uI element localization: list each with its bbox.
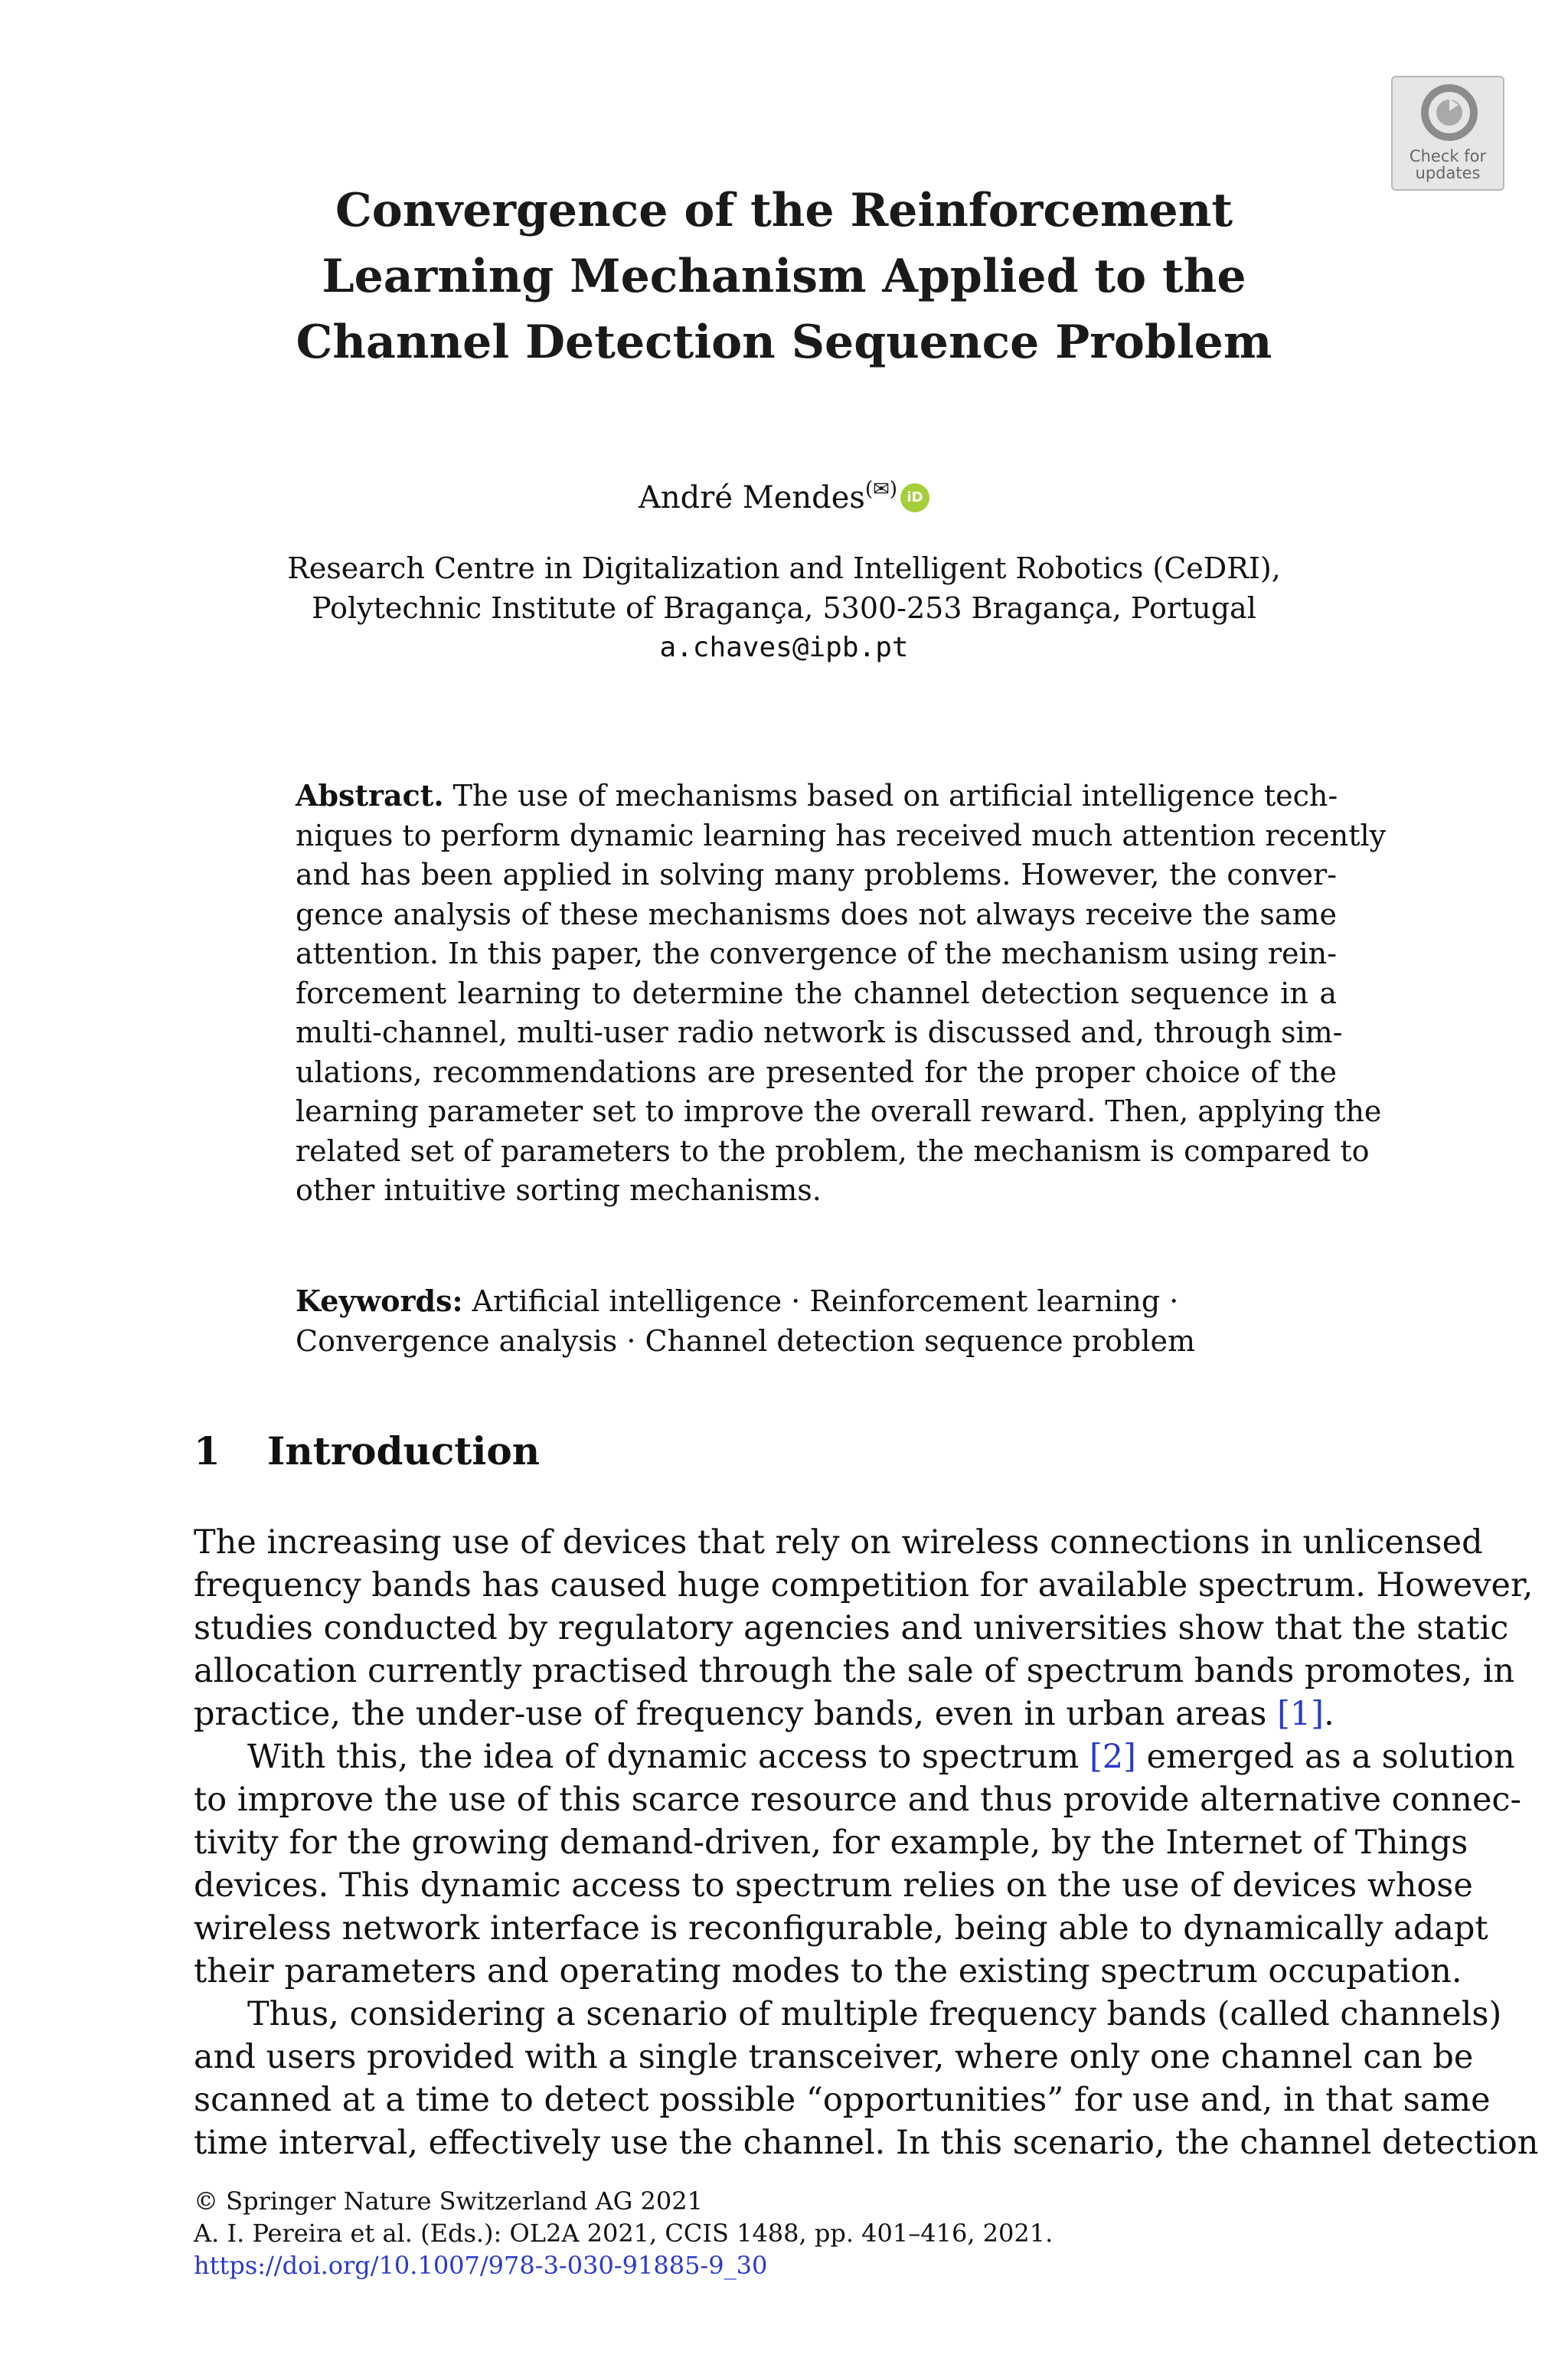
section-title: Introduction <box>267 1428 541 1474</box>
body-line: frequency bands has caused huge competition for available spectrum. However, <box>194 1566 1534 1604</box>
affiliation-line: Polytechnic Institute of Bragança, 5300-253 Bragança, Portugal <box>312 591 1256 625</box>
body-line: time interval, effectively use the channel. In this scenario, the channel detection <box>194 2124 1539 2162</box>
abstract-line: ulations, recommendations are presented for the proper choice of the <box>296 1055 1337 1089</box>
body-line: their parameters and operating modes to the existing spectrum occupation. <box>194 1952 1462 1990</box>
body-line: tivity for the growing demand-driven, for example, by the Internet of Things <box>194 1824 1468 1862</box>
citation-link[interactable]: [2] <box>1089 1738 1136 1776</box>
paper-title <box>153 178 1415 375</box>
body-line: and users provided with a single transceiver, where only one channel can be <box>194 2038 1474 2076</box>
affiliation <box>0 548 1568 668</box>
body-line: studies conducted by regulatory agencies and universities show that the static <box>194 1609 1509 1647</box>
body-line: wireless network interface is reconfigurable, being able to dynamically adapt <box>194 1909 1488 1948</box>
keywords-line: Keywords: Artificial intelligence · Reinforcement learning · <box>296 1284 1179 1318</box>
body-line: Thus, considering a scenario of multiple frequency bands (called channels) <box>247 1995 1502 2033</box>
copyright-line: © Springer Nature Switzerland AG 2021 <box>194 2187 703 2216</box>
section-heading <box>194 1427 540 1476</box>
abstract-label: Abstract. <box>296 778 444 813</box>
corresponding-author-mark: (✉) <box>864 478 898 501</box>
author-name: André Mendes <box>638 480 865 515</box>
badge-line-1: Check for <box>1409 147 1487 165</box>
body-line: The increasing use of devices that rely on wireless connections in unlicensed <box>194 1523 1483 1562</box>
author-line <box>0 470 1568 517</box>
keywords-label: Keywords: <box>296 1284 463 1318</box>
title-line: Channel Detection Sequence Problem <box>296 316 1272 369</box>
footer <box>194 2185 1053 2282</box>
body-line: With this, the idea of dynamic access to spectrum [2] emerged as a solution <box>247 1738 1515 1776</box>
update-ring-icon <box>1420 83 1478 142</box>
body-line: devices. This dynamic access to spectrum relies on the use of devices whose <box>194 1866 1473 1905</box>
abstract-line: forcement learning to determine the channel detection sequence in a <box>296 976 1337 1010</box>
title-line: Learning Mechanism Applied to the <box>322 250 1246 303</box>
abstract-line: multi-channel, multi-user radio network is discussed and, through sim- <box>296 1016 1343 1049</box>
abstract-line: Abstract. The use of mechanisms based on artificial intelligence tech- <box>296 778 1338 813</box>
orcid-label: iD <box>906 489 923 505</box>
body-line: allocation currently practised through the sale of spectrum bands promotes, in <box>194 1652 1515 1690</box>
abstract-line: gence analysis of these mechanisms does not always receive the same <box>296 897 1337 931</box>
abstract-line: attention. In this paper, the convergence of the mechanism using rein- <box>296 937 1337 970</box>
abstract-line: other intuitive sorting mechanisms. <box>296 1173 822 1207</box>
abstract-line: learning parameter set to improve the overall reward. Then, applying the <box>296 1094 1382 1128</box>
doi-link[interactable]: https://doi.org/10.1007/978-3-030-91885-9_30 <box>194 2251 768 2280</box>
citation-line: A. I. Pereira et al. (Eds.): OL2A 2021, CCIS 1488, pp. 401–416, 2021. <box>194 2219 1054 2248</box>
body-text <box>194 1521 1539 2164</box>
badge-line-2: updates <box>1415 164 1481 182</box>
body-line: scanned at a time to detect possible “opportunities” for use and, in that same <box>194 2081 1491 2119</box>
abstract-line: and has been applied in solving many problems. However, the conver- <box>296 858 1337 891</box>
orcid-icon[interactable] <box>900 483 929 512</box>
title-line: Convergence of the Reinforcement <box>335 184 1233 237</box>
abstract-line: niques to perform dynamic learning has received much attention recently <box>296 818 1387 852</box>
keywords-line: Convergence analysis · Channel detection sequence problem <box>296 1324 1196 1358</box>
check-for-updates-badge[interactable] <box>1391 76 1504 191</box>
body-line: practice, the under-use of frequency bands, even in urban areas [1]. <box>194 1695 1334 1733</box>
affiliation-line: Research Centre in Digitalization and Intelligent Robotics (CeDRI), <box>287 551 1281 585</box>
abstract-line: related set of parameters to the problem, the mechanism is compared to <box>296 1133 1370 1168</box>
citation-link[interactable]: [1] <box>1277 1695 1325 1733</box>
section-number: 1 <box>194 1428 220 1474</box>
author-email[interactable]: a.chaves@ipb.pt <box>659 632 909 663</box>
body-line: to improve the use of this scarce resource and thus provide alternative connec- <box>194 1781 1522 1819</box>
keywords <box>296 1281 1337 1361</box>
abstract <box>296 776 1387 1211</box>
